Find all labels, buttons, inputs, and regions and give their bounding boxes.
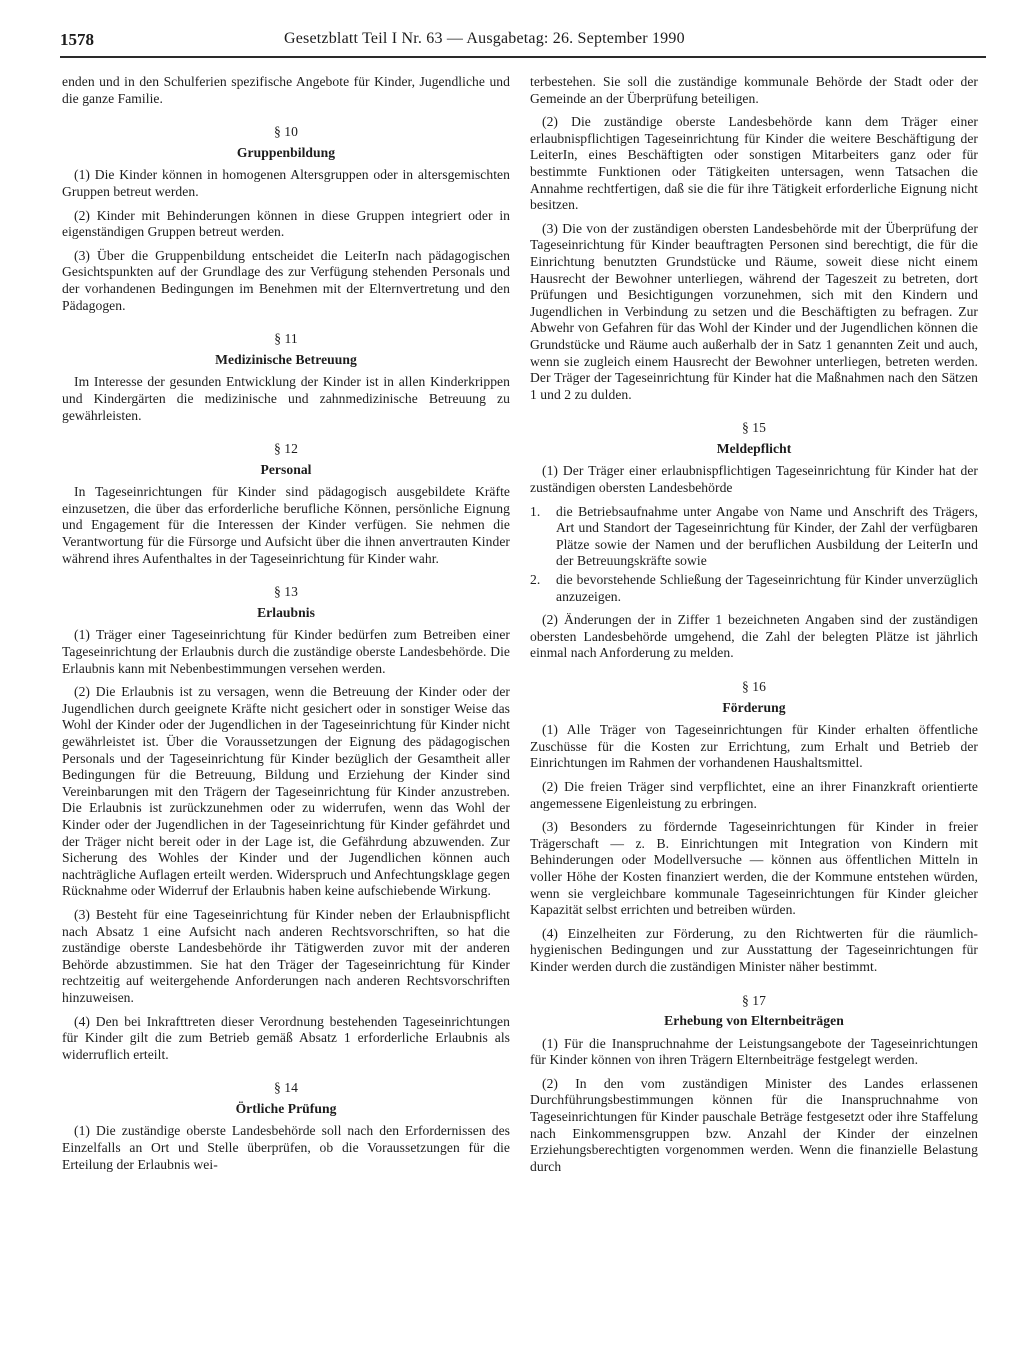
- paragraph: (1) Für die Inanspruchnahme der Leistungsangebote der Tageseinrichtungen für Kinder können von ihren Trägern Elternbeiträge festgelegt werden.: [530, 1035, 978, 1068]
- paragraph: (4) Einzelheiten zur Förderung, zu den Richtwerten für die räumlich-hygienischen Bedingungen und zur Ausstattung der Tageseinrichtungen für Kinder werden durch die zuständigen Minister näher bestimmt.: [530, 925, 978, 974]
- list-item-number: 2.: [530, 572, 541, 588]
- page-number: 1578: [60, 30, 94, 49]
- paragraph: (1) Die Kinder können in homogenen Altersgruppen oder in altersgemischten Gruppen betreut werden.: [62, 167, 510, 199]
- paragraph: (3) Besteht für eine Tageseinrichtung für Kinder neben der Erlaubnispflicht nach Absatz 1 eine Aufsicht nach anderen Rechtsvorschriften, so hat die zuständige oberste Landesbehörde ihr Tätigwerden zuvor mit der anderen Behörde abzustimmen. Sie hat den Träger der Tageseinrichtung für Kinder rechtzeitig auf weitergehende Anforderungen nach anderen Rechtsvorschriften hinzuweisen.: [62, 906, 510, 1005]
- continued-paragraph: terbestehen. Sie soll die zuständige kommunale Behörde der Stadt oder der Gemeinde an der Überprüfung beteiligen.: [530, 74, 978, 106]
- section-number-16: § 16: [742, 679, 766, 694]
- paragraph: In Tageseinrichtungen für Kinder sind pädagogisch ausgebildete Kräfte einzusetzen, die über das erforderliche berufliche Können, persönliche Eignung und Engagement für die Interessen der Kinder verfügen. Sie nehmen die Verantwortung für die Fürsorge und Aufsicht über die ihnen anvertrauten Kinder während ihres Aufenthaltes in der Tageseinrichtung für Kinder wahr.: [62, 484, 510, 566]
- paragraph: (2) Kinder mit Behinderungen können in diese Gruppen integriert oder in eigenständigen Gruppen betreut werden.: [62, 207, 510, 240]
- list-item: [530, 572, 978, 605]
- header-rule: [60, 56, 986, 58]
- paragraph: (3) Die von der zuständigen obersten Landesbehörde mit der Überprüfung der Tageseinrichtung für Kinder beauftragten Personen sind berechtigt, die für die Einrichtung benutzten Grundstücke und Räume, soweit diese nicht einem Hausrecht der Bewohner unterliegen, während der Tageszeit zu betreten, dort Prüfungen und Besichtigungen vorzunehmen, sich mit den Kindern und Jugendlichen in Verbindung zu setzen und die Beschäftigten zu befragen. Zur Abwehr von Gefahren für das Wohl der Kinder und der Jugendlichen können die Grundstücke und Räume auch außerhalb der in Satz 1 genannten Zeit und auch, wenn sie zugleich einem Hausrecht der Bewohner unterliegen, betreten werden. Der Träger der Tageseinrichtung für Kinder hat die Maßnahmen nach den Sätzen 1 und 2 zu dulden.: [530, 220, 978, 402]
- list-item-number: 1.: [530, 503, 541, 519]
- paragraph: (1) Alle Träger von Tageseinrichtungen für Kinder erhalten öffentliche Zuschüsse für die Kosten zur Errichtung, zum Erhalt und Betrieb der Einrichtungen im Rahmen der vorhandenen Haushaltsmittel.: [530, 722, 978, 771]
- paragraph: (1) Die zuständige oberste Landesbehörde soll nach den Erfordernissen des Einzelfalls an Ort und Stelle überprüfen, ob die Voraussetzungen für die Erteilung der Erlaubnis wei-: [62, 1123, 510, 1172]
- paragraph: (3) Über die Gruppenbildung entscheidet die LeiterIn nach pädagogischen Gesichtspunkten auf der Grundlage des zur Verfügung stehenden Personals und der vorhandenen Bedingungen im Benehmen mit der Elternvertretung und den Pädagogen.: [62, 247, 510, 313]
- paragraph: (2) Änderungen der in Ziffer 1 bezeichneten Angaben sind der zuständigen obersten Landesbehörde umgehend, die Zahl der belegten Plätze ist jährlich einmal nach Anforderung zu melden.: [530, 612, 978, 661]
- paragraph: (1) Träger einer Tageseinrichtung für Kinder bedürfen zum Betreiben einer Tageseinrichtung der Erlaubnis durch die zuständige oberste Landesbehörde. Die Erlaubnis kann mit Nebenbestimmungen versehen werden.: [62, 627, 510, 676]
- list-item-text: die Betriebsaufnahme unter Angabe von Name und Anschrift des Trägers, Art und Standort der Tageseinrichtung für Kinder, der Zahl der verfügbaren Plätze sowie der Namen und der beruflichen Ausbildung der LeiterIn und der Betreuungskräfte sowie: [556, 503, 978, 569]
- section-title-14: Örtliche Prüfung: [235, 1100, 337, 1116]
- paragraph: (4) Den bei Inkrafttreten dieser Verordnung bestehenden Tageseinrichtungen für Kinder gilt die zum Betrieb gemäß Absatz 1 erforderliche Erlaubnis als widerruflich erteilt.: [62, 1013, 510, 1062]
- paragraph: (2) Die zuständige oberste Landesbehörde kann dem Träger einer erlaubnispflichtigen Tageseinrichtung für Kinder die weitere Beschäftigung der LeiterIn, eines Beschäftigten oder sonstigen Mitarbeiters ganz oder für bestimmte Funktionen oder Tätigkeiten untersagen, wenn Tatsachen die Annahme rechtfertigen, daß sie die für ihre Tätigkeit erforderliche Eignung nicht besitzen.: [530, 114, 978, 213]
- gazette-title: Gesetzblatt Teil I Nr. 63 — Ausgabetag: 26. September 1990: [284, 30, 685, 47]
- section-number-10: § 10: [274, 124, 298, 140]
- section-number-13: § 13: [274, 584, 298, 600]
- list-item: [530, 504, 978, 570]
- section-title-11: Medizinische Betreuung: [215, 351, 357, 367]
- right-column: [530, 74, 978, 1182]
- enumerated-list: [530, 504, 978, 606]
- paragraph: (2) Die freien Träger sind verpflichtet, eine an ihrer Finanzkraft orientierte angemessene Eigenleistung zu erbringen.: [530, 778, 978, 811]
- paragraph: (3) Besonders zu fördernde Tageseinrichtungen für Kinder in freier Trägerschaft — z. B. Einrichtungen mit Integration von Kindern mit Behinderungen oder Modellversuche — können aus öffentlichen Mitteln in voller Höhe der Kosten finanziert werden, die der Kommune entstehen würden, wenn sie vergleichbare kommunale Tageseinrichtungen für Kinder gleicher Kapazität selbst errichten und betreiben würden.: [530, 819, 978, 918]
- paragraph: (2) Die Erlaubnis ist zu versagen, wenn die Betreuung der Kinder oder der Jugendlichen durch geeignete Kräfte nicht gesichert oder in sonstiger Weise das Wohl der Kinder oder der Jugendlichen in der Tageseinrichtung für Kinder nicht gewährleistet ist. Über die Voraussetzungen der Eignung des pädagogischen Personals und der Tageseinrichtung für Kinder bezüglich der Gesamtheit aller Bedingungen für die Betreuung, Bildung und Erziehung der Kinder sind Vereinbarungen mit den Trägern der Tageseinrichtung für Kinder anzustreben. Die Erlaubnis ist zurückzunehmen oder zu widerrufen, wenn das Wohl der Kinder oder der Jugendlichen in der Tageseinrichtung für Kinder gefährdet und der Träger nicht bereit oder in der Lage ist, die Gefährdung abzuwenden. Zur Sicherung des Wohles der Kinder und der Jugendlichen können auch nachträgliche Auflagen erteilt werden. Widerspruch und Anfechtungsklage gegen Rücknahme oder Widerruf der Erlaubnis haben keine aufschiebende Wirkung.: [62, 684, 510, 899]
- section-title-10: Gruppenbildung: [236, 144, 336, 160]
- section-title-13: Erlaubnis: [257, 604, 315, 620]
- section-number-17: § 17: [742, 992, 766, 1008]
- section-title-12: Personal: [260, 461, 312, 477]
- section-number-11: § 11: [274, 331, 298, 347]
- paragraph: (2) In den vom zuständigen Minister des Landes erlassenen Durchführungsbestimmungen können für die Inanspruchnahme von Tageseinrichtungen für Kinder pauschale Beträge festgesetzt oder ihre Staffelung nach Einkommensgruppen bzw. Anzahl der Kinder der einzelnen Erziehungsberechtigten vorgenommen werden. Wenn die finanzielle Belastung durch: [530, 1075, 978, 1174]
- list-item-text: die bevorstehende Schließung der Tageseinrichtung für Kinder unverzüglich anzuzeigen.: [556, 572, 978, 604]
- paragraph: Im Interesse der gesunden Entwicklung der Kinder ist in allen Kinderkrippen und Kindergärten die medizinische und zahnmedizinische Betreuung zu gewährleisten.: [62, 374, 510, 423]
- section-title-16: Förderung: [722, 699, 786, 715]
- section-title-15: Meldepflicht: [716, 440, 792, 456]
- section-title-17: Erhebung von Elternbeiträgen: [664, 1013, 844, 1029]
- page-header: [60, 30, 986, 54]
- section-number-12: § 12: [274, 441, 298, 457]
- paragraph: (1) Der Träger einer erlaubnispflichtigen Tageseinrichtung für Kinder hat der zuständigen obersten Landesbehörde: [530, 463, 978, 496]
- section-number-15: § 15: [742, 420, 766, 436]
- continued-paragraph: enden und in den Schulferien spezifische Angebote für Kinder, Jugendliche und die ganze Familie.: [62, 74, 510, 106]
- left-column: [62, 74, 510, 1180]
- section-number-14: § 14: [274, 1080, 298, 1096]
